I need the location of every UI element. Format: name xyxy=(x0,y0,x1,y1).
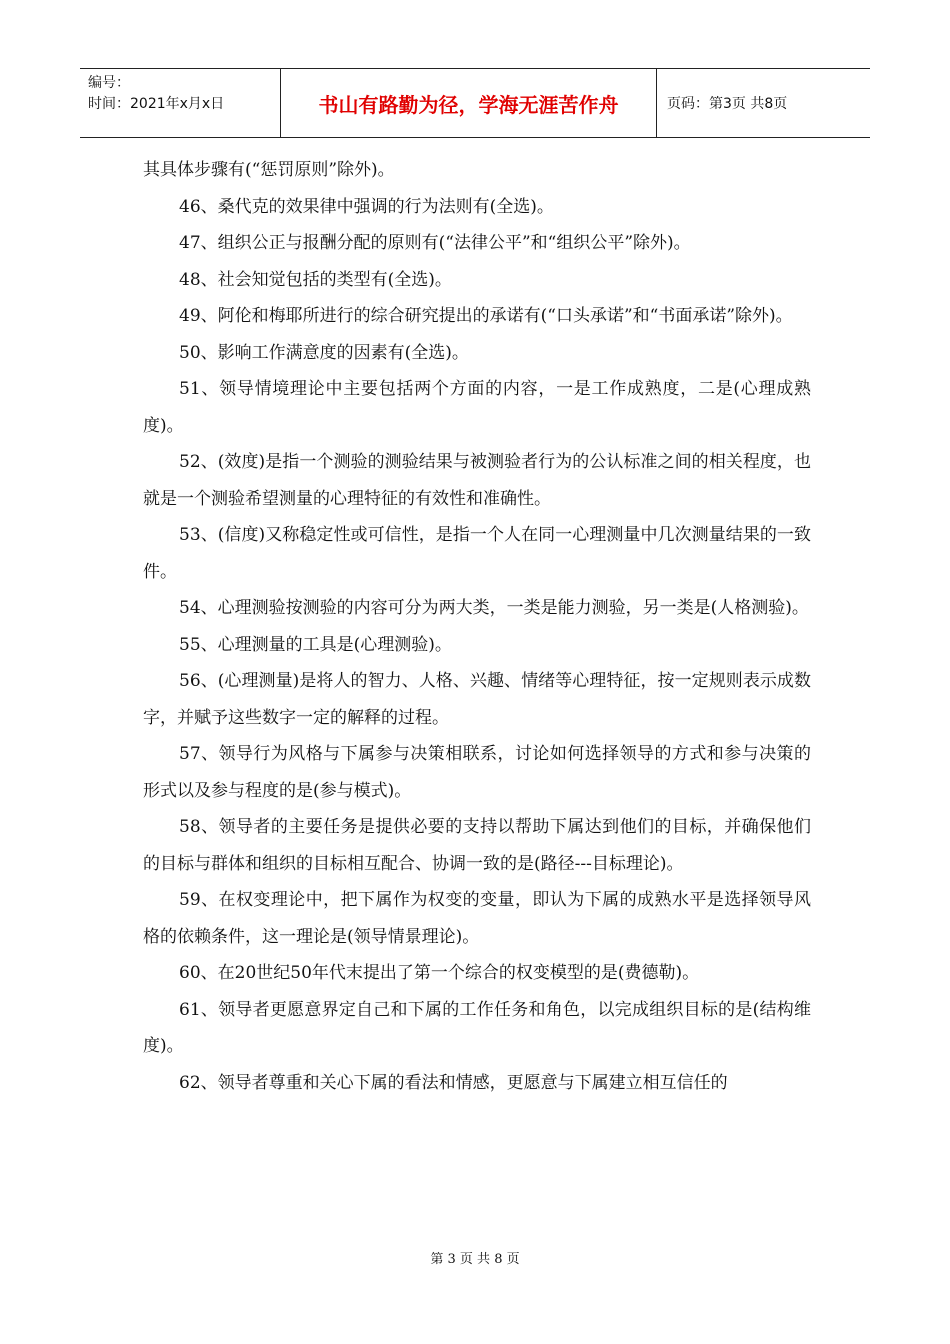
paragraph: 58、领导者的主要任务是提供必要的支持以帮助下属达到他们的目标，并确保他们的目标与群体和组织的目标相互配合、协调一致的是(路径---目标理论)。 xyxy=(143,817,811,874)
paragraph: 52、(效度)是指一个测验的测验结果与被测验者行为的公认标准之间的相关程度，也就是一个测验希望测量的心理特征的有效性和准确性。 xyxy=(143,452,811,509)
paragraph: 54、心理测验按测验的内容可分为两大类，一类是能力测验，另一类是(人格测验)。 xyxy=(179,598,809,618)
paragraph: 59、在权变理论中，把下属作为权变的变量，即认为下属的成熟水平是选择领导风格的依赖条件，这一理论是(领导情景理论)。 xyxy=(143,890,811,947)
page-footer: 第 3 页 共 8 页 xyxy=(430,1252,520,1267)
paragraph: 55、心理测量的工具是(心理测验)。 xyxy=(179,634,452,655)
page-label: 页码：第3页 共8页 xyxy=(667,96,788,112)
paragraph: 62、领导者尊重和关心下属的看法和情感，更愿意与下属建立相互信任的 xyxy=(179,1072,728,1093)
date-label: 时间：2021年x月x日 xyxy=(88,96,225,112)
paragraph: 61、领导者更愿意界定自己和下属的工作任务和角色，以完成组织目标的是(结构维度)。 xyxy=(143,999,811,1056)
paragraph: 57、领导行为风格与下属参与决策相联系，讨论如何选择领导的方式和参与决策的形式以及参与程度的是(参与模式)。 xyxy=(143,744,811,801)
motto: 书山有路勤为径，学海无涯苦作舟 xyxy=(280,69,657,137)
document-body xyxy=(143,152,811,1101)
paragraph: 60、在20世纪50年代末提出了第一个综合的权变模型的是(费德勒)。 xyxy=(179,963,700,983)
paragraph: 48、社会知觉包括的类型有(全选)。 xyxy=(179,269,452,290)
paragraph: 其具体步骤有(“惩罚原则”除外)。 xyxy=(143,160,395,180)
page-header xyxy=(80,68,870,138)
code-label: 编号： xyxy=(88,75,130,91)
paragraph: 56、(心理测量)是将人的智力、人格、兴趣、情绪等心理特征，按一定规则表示成数字，并赋予这些数字一定的解释的过程。 xyxy=(143,671,811,728)
paragraph: 47、组织公正与报酬分配的原则有(“法律公平”和“组织公平”除外)。 xyxy=(179,233,691,253)
paragraph: 46、桑代克的效果律中强调的行为法则有(全选)。 xyxy=(179,196,554,217)
paragraph: 53、(信度)又称稳定性或可信性，是指一个人在同一心理测量中几次测量结果的一致件。 xyxy=(143,525,811,582)
header-meta xyxy=(80,69,280,137)
paragraph: 50、影响工作满意度的因素有(全选)。 xyxy=(179,342,469,363)
paragraph: 49、阿伦和梅耶所进行的综合研究提出的承诺有(“口头承诺”和“书面承诺”除外)。 xyxy=(179,306,793,326)
paragraph: 51、领导情境理论中主要包括两个方面的内容，一是工作成熟度，二是(心理成熟度)。 xyxy=(143,379,811,436)
